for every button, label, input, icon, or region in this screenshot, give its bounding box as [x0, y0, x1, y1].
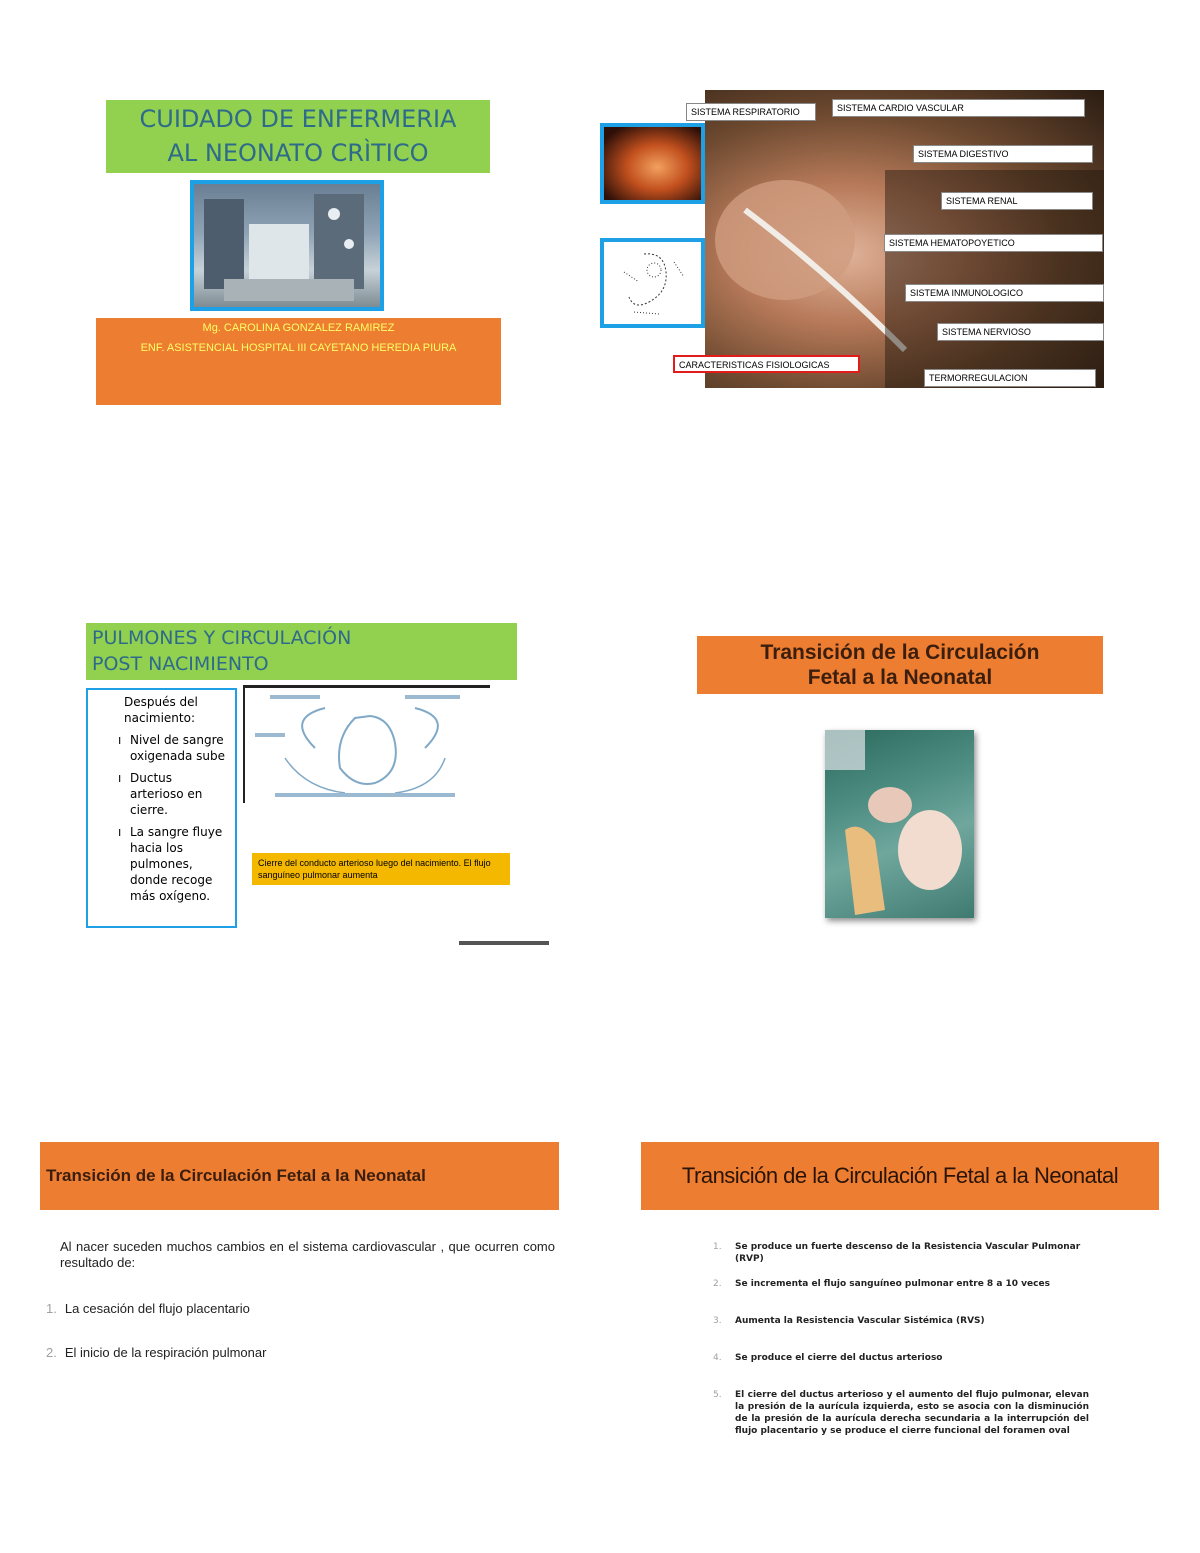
embryo-photo	[600, 123, 705, 204]
slide1-title-line1: CUIDADO DE ENFERMERIA	[139, 105, 457, 133]
slide5-intro: Al nacer suceden muchos cambios en el sistema cardiovascular , que ocurren como resultado de:	[60, 1239, 555, 1270]
list-item	[46, 1345, 546, 1361]
author-affiliation: ENF. ASISTENCIAL HOSPITAL III CAYETANO HEREDIA PIURA	[140, 342, 457, 354]
slide3-text-box	[86, 688, 237, 928]
slide1-title-box	[106, 100, 490, 173]
label-renal: SISTEMA RENAL	[941, 192, 1093, 210]
slide3-intro-line2: nacimiento:	[124, 711, 195, 725]
slide4-title-line2: Fetal a la Neonatal	[807, 666, 993, 689]
slide3-intro-line1: Después del	[124, 695, 198, 709]
list-item-number: 1.	[713, 1242, 722, 1252]
label-inmunologico: SISTEMA INMUNOLOGICO	[905, 284, 1104, 302]
author-name: Mg. CAROLINA GONZALEZ RAMIREZ	[202, 322, 395, 334]
list-item-text: La cesación del flujo placentario	[64, 1301, 250, 1316]
slide4-title-line1: Transición de la Circulación	[760, 641, 1040, 664]
list-item: ı Ductus arterioso en cierre.	[130, 770, 229, 818]
list-item-text: El inicio de la respiración pulmonar	[64, 1345, 267, 1360]
slide4-title-box	[697, 636, 1103, 694]
label-hematopoyetico: SISTEMA HEMATOPOYETICO	[884, 234, 1103, 252]
slide5-list	[46, 1301, 546, 1361]
list-item-text: Se produce el cierre del ductus arterioso	[735, 1353, 943, 1363]
list-item-text: El cierre del ductus arterioso y el aumento del flujo pulmonar, elevan la presión de la aurícula izquierda, esto se asocia con la disminución de la presión de la aurícula derecha secundaria a la interrupción del flujo placentario y se produce el cierre funcional del foramen oval	[735, 1390, 1089, 1436]
label-digestivo: SISTEMA DIGESTIVO	[913, 145, 1093, 163]
slide3-bullet-list	[114, 732, 229, 904]
slide5-title: Transición de la Circulación Fetal a la Neonatal	[46, 1166, 426, 1185]
list-item-number: 5.	[713, 1390, 722, 1400]
list-item	[713, 1389, 1089, 1437]
list-item	[713, 1278, 1089, 1290]
label-caracteristicas: CARACTERISTICAS FISIOLOGICAS	[673, 355, 860, 373]
list-item-number: 2.	[713, 1279, 722, 1289]
list-item-text: Aumenta la Resistencia Vascular Sistémica (RVS)	[735, 1316, 985, 1326]
list-item-number: 2.	[46, 1345, 57, 1360]
fetus-sketch	[600, 238, 705, 328]
slide3-title-line1: PULMONES Y CIRCULACIÓN	[92, 627, 352, 649]
label-termorregulacion: TERMORREGULACION	[924, 369, 1096, 387]
list-item	[713, 1315, 1089, 1327]
slide5-title-box	[40, 1142, 559, 1210]
slide1-author-box	[96, 318, 501, 405]
list-item-number: 3.	[713, 1316, 722, 1326]
tiny-footer-mark	[459, 941, 549, 945]
slide3-caption-box	[252, 853, 510, 885]
label-nervioso: SISTEMA NERVIOSO	[937, 323, 1104, 341]
slide3-title-box	[86, 623, 517, 680]
label-respiratorio: SISTEMA RESPIRATORIO	[686, 103, 816, 121]
heart-circulation-diagram	[243, 685, 490, 803]
label-cardiovascular: SISTEMA CARDIO VASCULAR	[832, 99, 1085, 117]
list-item-number: 1.	[46, 1301, 57, 1316]
slide3-title-line2: POST NACIMIENTO	[92, 653, 269, 675]
list-item	[713, 1352, 1089, 1364]
list-item-text: Se produce un fuerte descenso de la Resistencia Vascular Pulmonar (RVP)	[735, 1242, 1081, 1264]
list-item: ı La sangre fluye hacia los pulmones, donde recoge más oxígeno.	[130, 824, 229, 904]
slide6-title-box	[641, 1142, 1159, 1210]
list-item	[713, 1241, 1089, 1264]
slide6-title: Transición de la Circulación Fetal a la Neonatal	[681, 1163, 1119, 1188]
slide6-list	[713, 1241, 1089, 1437]
nicu-photo	[190, 180, 384, 311]
list-item-text: Se incrementa el flujo sanguíneo pulmonar entre 8 a 10 veces	[735, 1279, 1050, 1289]
slide3-caption: Cierre del conducto arterioso luego del nacimiento. El flujo sanguíneo pulmonar aumenta	[258, 858, 491, 880]
birth-photo	[825, 730, 974, 918]
list-item-number: 4.	[713, 1353, 722, 1363]
list-item	[46, 1301, 546, 1317]
slide1-title-line2: AL NEONATO CRÌTICO	[167, 139, 429, 167]
list-item: ı Nivel de sangre oxigenada sube	[130, 732, 229, 764]
